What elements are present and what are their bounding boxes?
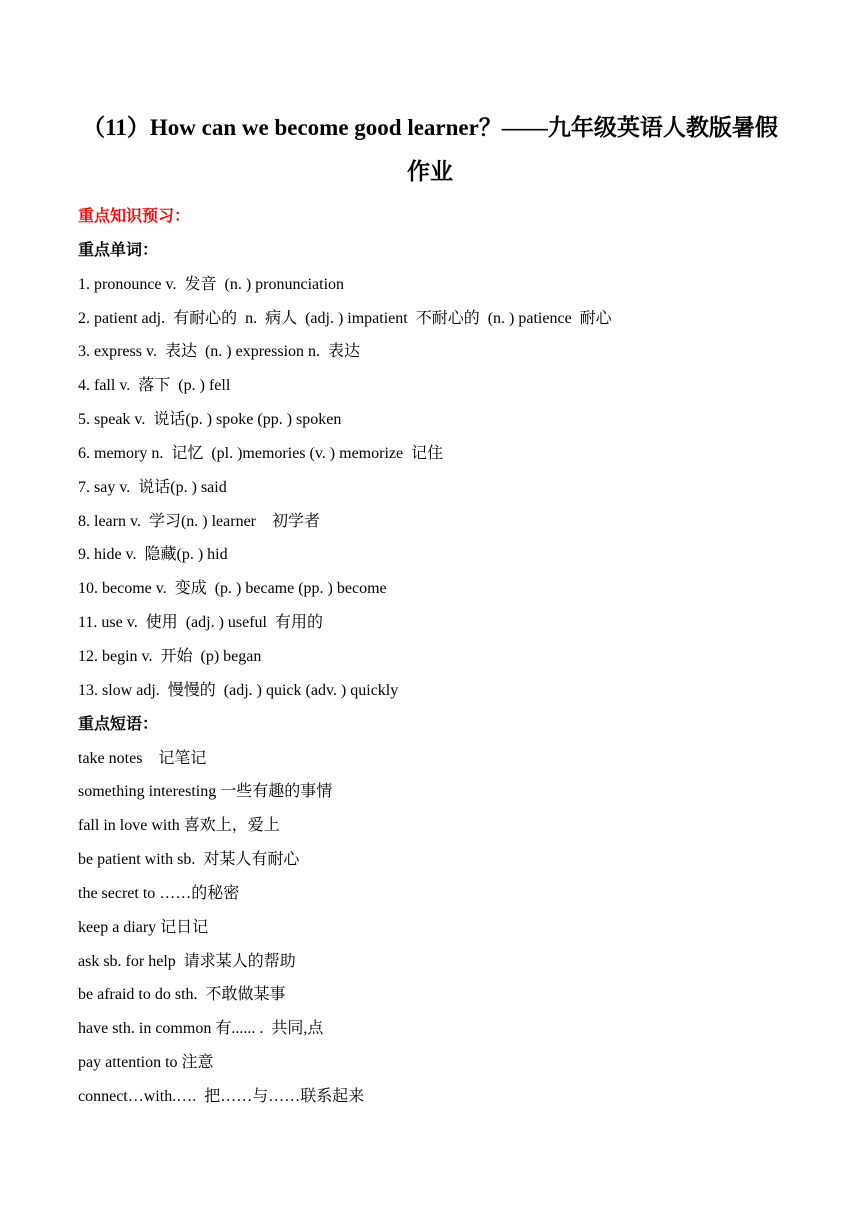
phrase-heading: 重点短语： xyxy=(78,715,159,733)
vocab-item: 2. patient adj. 有耐心的 n. 病人 (adj. ) impatient 不耐心的 (n. ) patience 耐心 xyxy=(78,309,612,327)
phrase-item: be patient with sb. 对某人有耐心 xyxy=(78,851,300,869)
phrase-list xyxy=(78,742,798,1114)
phrase-item: be afraid to do sth. 不敢做某事 xyxy=(78,986,286,1004)
phrase-item: pay attention to 注意 xyxy=(78,1054,214,1072)
phrase-item: keep a diary 记日记 xyxy=(78,918,209,936)
vocab-item: 10. become v. 变成 (p. ) became (pp. ) become xyxy=(78,580,387,598)
vocab-item: 4. fall v. 落下 (p. ) fell xyxy=(78,377,231,395)
vocab-item: 8. learn v. 学习(n. ) learner 初学者 xyxy=(78,512,321,530)
vocab-item: 13. slow adj. 慢慢的 (adj. ) quick (adv. ) quickly xyxy=(78,681,399,699)
phrase-item: have sth. in common 有...... . 共同,点 xyxy=(78,1020,324,1038)
phrase-item: fall in love with 喜欢上，爱上 xyxy=(78,817,280,835)
vocab-item: 11. use v. 使用 (adj. ) useful 有用的 xyxy=(78,614,324,632)
section-heading-preview: 重点知识预习： xyxy=(78,208,191,225)
vocab-item: 7. say v. 说话(p. ) said xyxy=(78,478,227,496)
phrase-item: connect…with.…. 把……与……联系起来 xyxy=(78,1087,365,1105)
vocab-item: 6. memory n. 记忆 (pl. )memories (v. ) memorize 记住 xyxy=(78,444,444,462)
phrase-item: ask sb. for help 请求某人的帮助 xyxy=(78,952,296,970)
vocab-item: 9. hide v. 隐藏(p. ) hid xyxy=(78,546,228,564)
phrase-item: the secret to ……的秘密 xyxy=(78,884,240,902)
document-body xyxy=(78,200,798,1114)
title-line-1: （11）How can we become good learner？——九年级英语人教版暑假 xyxy=(82,115,778,140)
vocab-item: 1. pronounce v. 发音 (n. ) pronunciation xyxy=(78,275,345,293)
phrase-item: take notes 记笔记 xyxy=(78,749,207,767)
vocab-item: 12. begin v. 开始 (p) began xyxy=(78,647,262,665)
vocab-list xyxy=(78,268,798,708)
document-title xyxy=(78,106,782,194)
phrase-item: something interesting 一些有趣的事情 xyxy=(78,783,333,801)
vocab-item: 3. express v. 表达 (n. ) expression n. 表达 xyxy=(78,343,361,361)
vocab-heading: 重点单词： xyxy=(78,241,159,259)
title-line-2: 作业 xyxy=(407,159,453,184)
vocab-item: 5. speak v. 说话(p. ) spoke (pp. ) spoken xyxy=(78,411,342,429)
